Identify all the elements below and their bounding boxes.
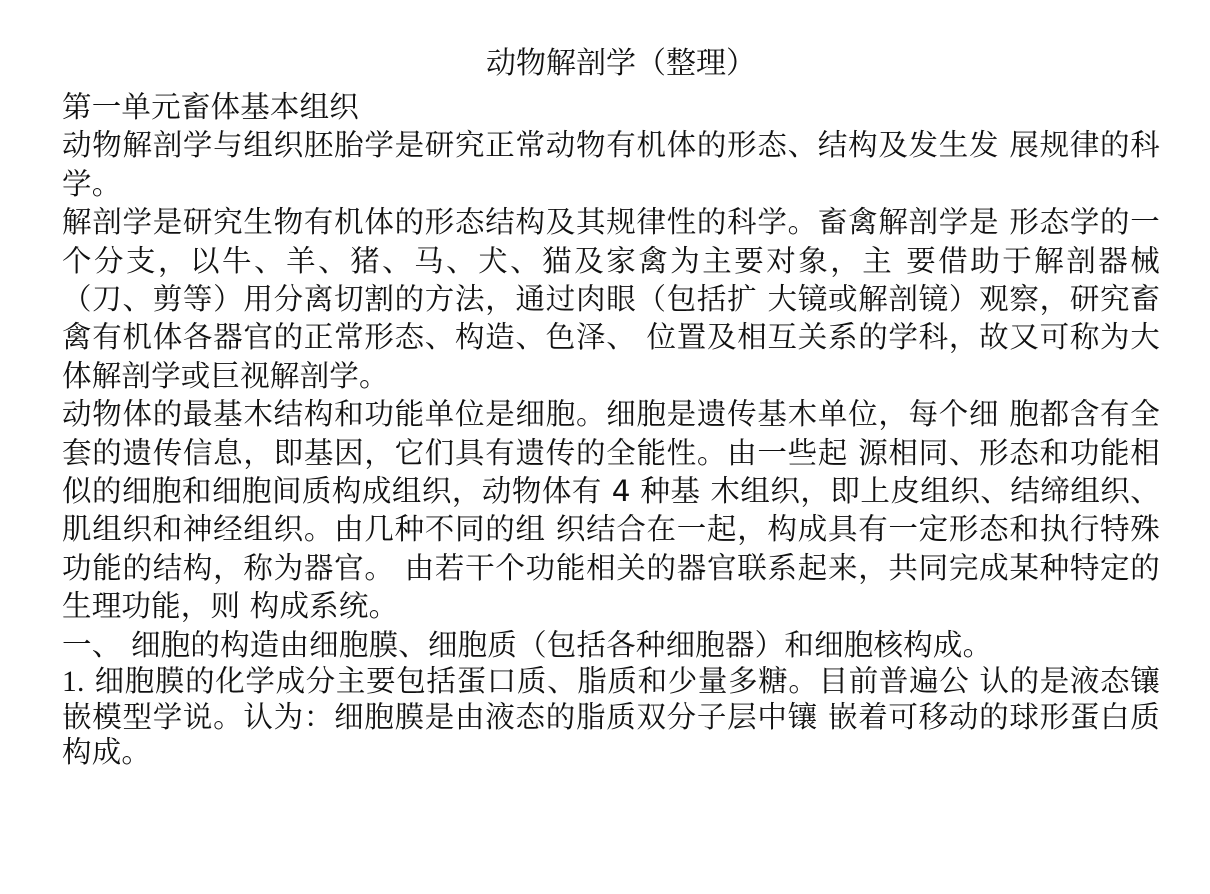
unit-heading: 第一单元畜体基本组织 <box>62 90 360 124</box>
item-one <box>62 664 1160 770</box>
paragraph-definition: 动物解剖学与组织胚胎学是研究正常动物有机体的形态、结构及发生发 展规律的科学。 <box>62 128 1160 201</box>
paragraph-cell-tissue: 动物体的最基木结构和功能单位是细胞。细胞是遗传基木单位，每个细 胞都含有全套的遗传信息，即基因，它们具有遗传的全能性。由一些起 源相同、形态和功能相似的细胞和细胞间质构成组织，动物体有 4 种基 木组织，即上皮组织、结缔组织、肌组织和神经组织。由几种不同的组 织结合在一起，构成具有一定形态和执行特殊功能的结构，称为器官。 由若干个功能相关的器官联系起来，共同完成某种特定的生理功能，则 构成系统。 <box>62 397 1160 624</box>
document-title: 动物解剖学（整理） <box>486 46 756 81</box>
item-one-text: 细胞膜的化学成分主要包括蛋口质、脂质和少量多糖。目前普遍公 认的是液态镶嵌模型学说。认为：细胞膜是由液态的脂质双分子层中镶 嵌着可移动的球形蛋白质构成。 <box>62 664 1160 770</box>
section-one-heading: 一、 细胞的构造由细胞膜、细胞质（包括各种细胞器）和细胞核构成。 <box>62 627 993 662</box>
item-one-number: 1. <box>62 666 85 699</box>
paragraph-anatomy: 解剖学是研究生物有机体的形态结构及其规律性的科学。畜禽解剖学是 形态学的一个分支，以牛、羊、猪、马、犬、猫及家禽为主要对象，主 要借助于解剖器械（刀、剪等）用分离切割的方法，通过肉眼（包括扩 大镜或解剖镜）观察，研究畜禽有机体各器官的正常形态、构造、色泽、 位置及相互关系的学科，故又可称为大体解剖学或巨视解剖学。 <box>62 205 1160 393</box>
